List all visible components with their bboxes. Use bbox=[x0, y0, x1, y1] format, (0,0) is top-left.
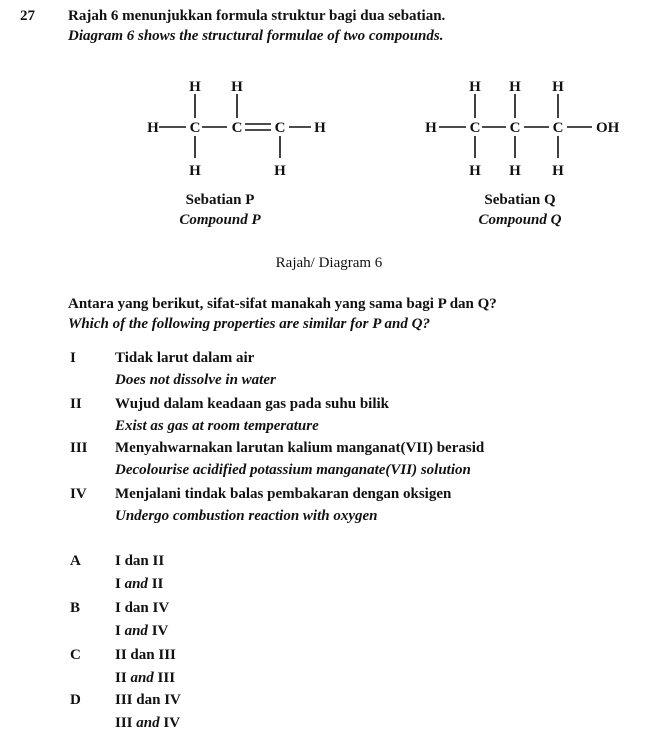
compound-p-atoms bbox=[147, 79, 326, 179]
atom-h: H bbox=[314, 120, 326, 136]
statement-text-en: Undergo combustion reaction with oxygen bbox=[115, 508, 378, 524]
atom-c: C bbox=[189, 120, 201, 136]
statement-text-ms: Menjalani tindak balas pembakaran dengan oksigen bbox=[115, 486, 452, 502]
question-number: 27 bbox=[20, 8, 35, 24]
atom-h: H bbox=[509, 79, 521, 95]
statement-text-en: Exist as gas at room temperature bbox=[115, 418, 319, 434]
statement-number: IV bbox=[70, 486, 87, 502]
atom-h: H bbox=[231, 79, 243, 95]
option-letter: C bbox=[70, 647, 81, 663]
atom-h: H bbox=[469, 79, 481, 95]
option-letter: B bbox=[70, 600, 81, 616]
atom-h: H bbox=[189, 163, 201, 179]
atom-c: C bbox=[231, 120, 243, 136]
option-letter: A bbox=[70, 553, 81, 569]
compound-p-caption-en: Compound P bbox=[179, 212, 261, 228]
bond-lines bbox=[159, 94, 592, 158]
atom-h: H bbox=[147, 120, 159, 136]
question-text-ms: Rajah 6 menunjukkan formula struktur bagi dua sebatian. bbox=[68, 8, 446, 24]
statement-text-ms: Tidak larut dalam air bbox=[115, 350, 255, 366]
compound-q-caption-ms: Sebatian Q bbox=[484, 192, 556, 208]
option-text-en: II and III bbox=[115, 670, 176, 686]
statement-number: III bbox=[70, 440, 88, 456]
option-text-ms: II dan III bbox=[115, 647, 176, 663]
option-letter: D bbox=[70, 692, 81, 708]
atom-c: C bbox=[509, 120, 521, 136]
option-text-ms: III dan IV bbox=[115, 692, 181, 708]
statement-text-ms: Wujud dalam keadaan gas pada suhu bilik bbox=[115, 396, 390, 412]
atom-c: C bbox=[274, 120, 286, 136]
structural-formula-diagram bbox=[0, 0, 658, 200]
atom-oh: OH bbox=[596, 120, 620, 136]
atom-c: C bbox=[552, 120, 564, 136]
option-text-en: I and II bbox=[115, 576, 164, 592]
statement-text-en: Does not dissolve in water bbox=[115, 372, 276, 388]
atom-h: H bbox=[552, 163, 564, 179]
option-text-ms: I dan II bbox=[115, 553, 165, 569]
diagram-label: Rajah/ Diagram 6 bbox=[275, 255, 383, 271]
option-text-ms: I dan IV bbox=[115, 600, 170, 616]
question-text-en: Diagram 6 shows the structural formulae of two compounds. bbox=[68, 28, 444, 44]
prompt-text-en: Which of the following properties are similar for P and Q? bbox=[68, 316, 430, 332]
statement-number: I bbox=[70, 350, 76, 366]
prompt-text-ms: Antara yang berikut, sifat-sifat manakah yang sama bagi P dan Q? bbox=[68, 296, 497, 312]
statement-text-en: Decolourise acidified potassium manganate(VII) solution bbox=[115, 462, 471, 478]
compound-p-caption-ms: Sebatian P bbox=[185, 192, 255, 208]
option-text-en: III and IV bbox=[115, 715, 181, 731]
atom-h: H bbox=[509, 163, 521, 179]
compound-q-atoms bbox=[425, 79, 620, 179]
compound-q-caption-en: Compound Q bbox=[478, 212, 562, 228]
statement-number: II bbox=[70, 396, 82, 412]
atom-h: H bbox=[274, 163, 286, 179]
atom-h: H bbox=[189, 79, 201, 95]
atom-h: H bbox=[552, 79, 564, 95]
atom-c: C bbox=[469, 120, 481, 136]
atom-h: H bbox=[469, 163, 481, 179]
atom-h: H bbox=[425, 120, 437, 136]
option-text-en: I and IV bbox=[115, 623, 169, 639]
statement-text-ms: Menyahwarnakan larutan kalium manganat(VII) berasid bbox=[115, 440, 485, 456]
